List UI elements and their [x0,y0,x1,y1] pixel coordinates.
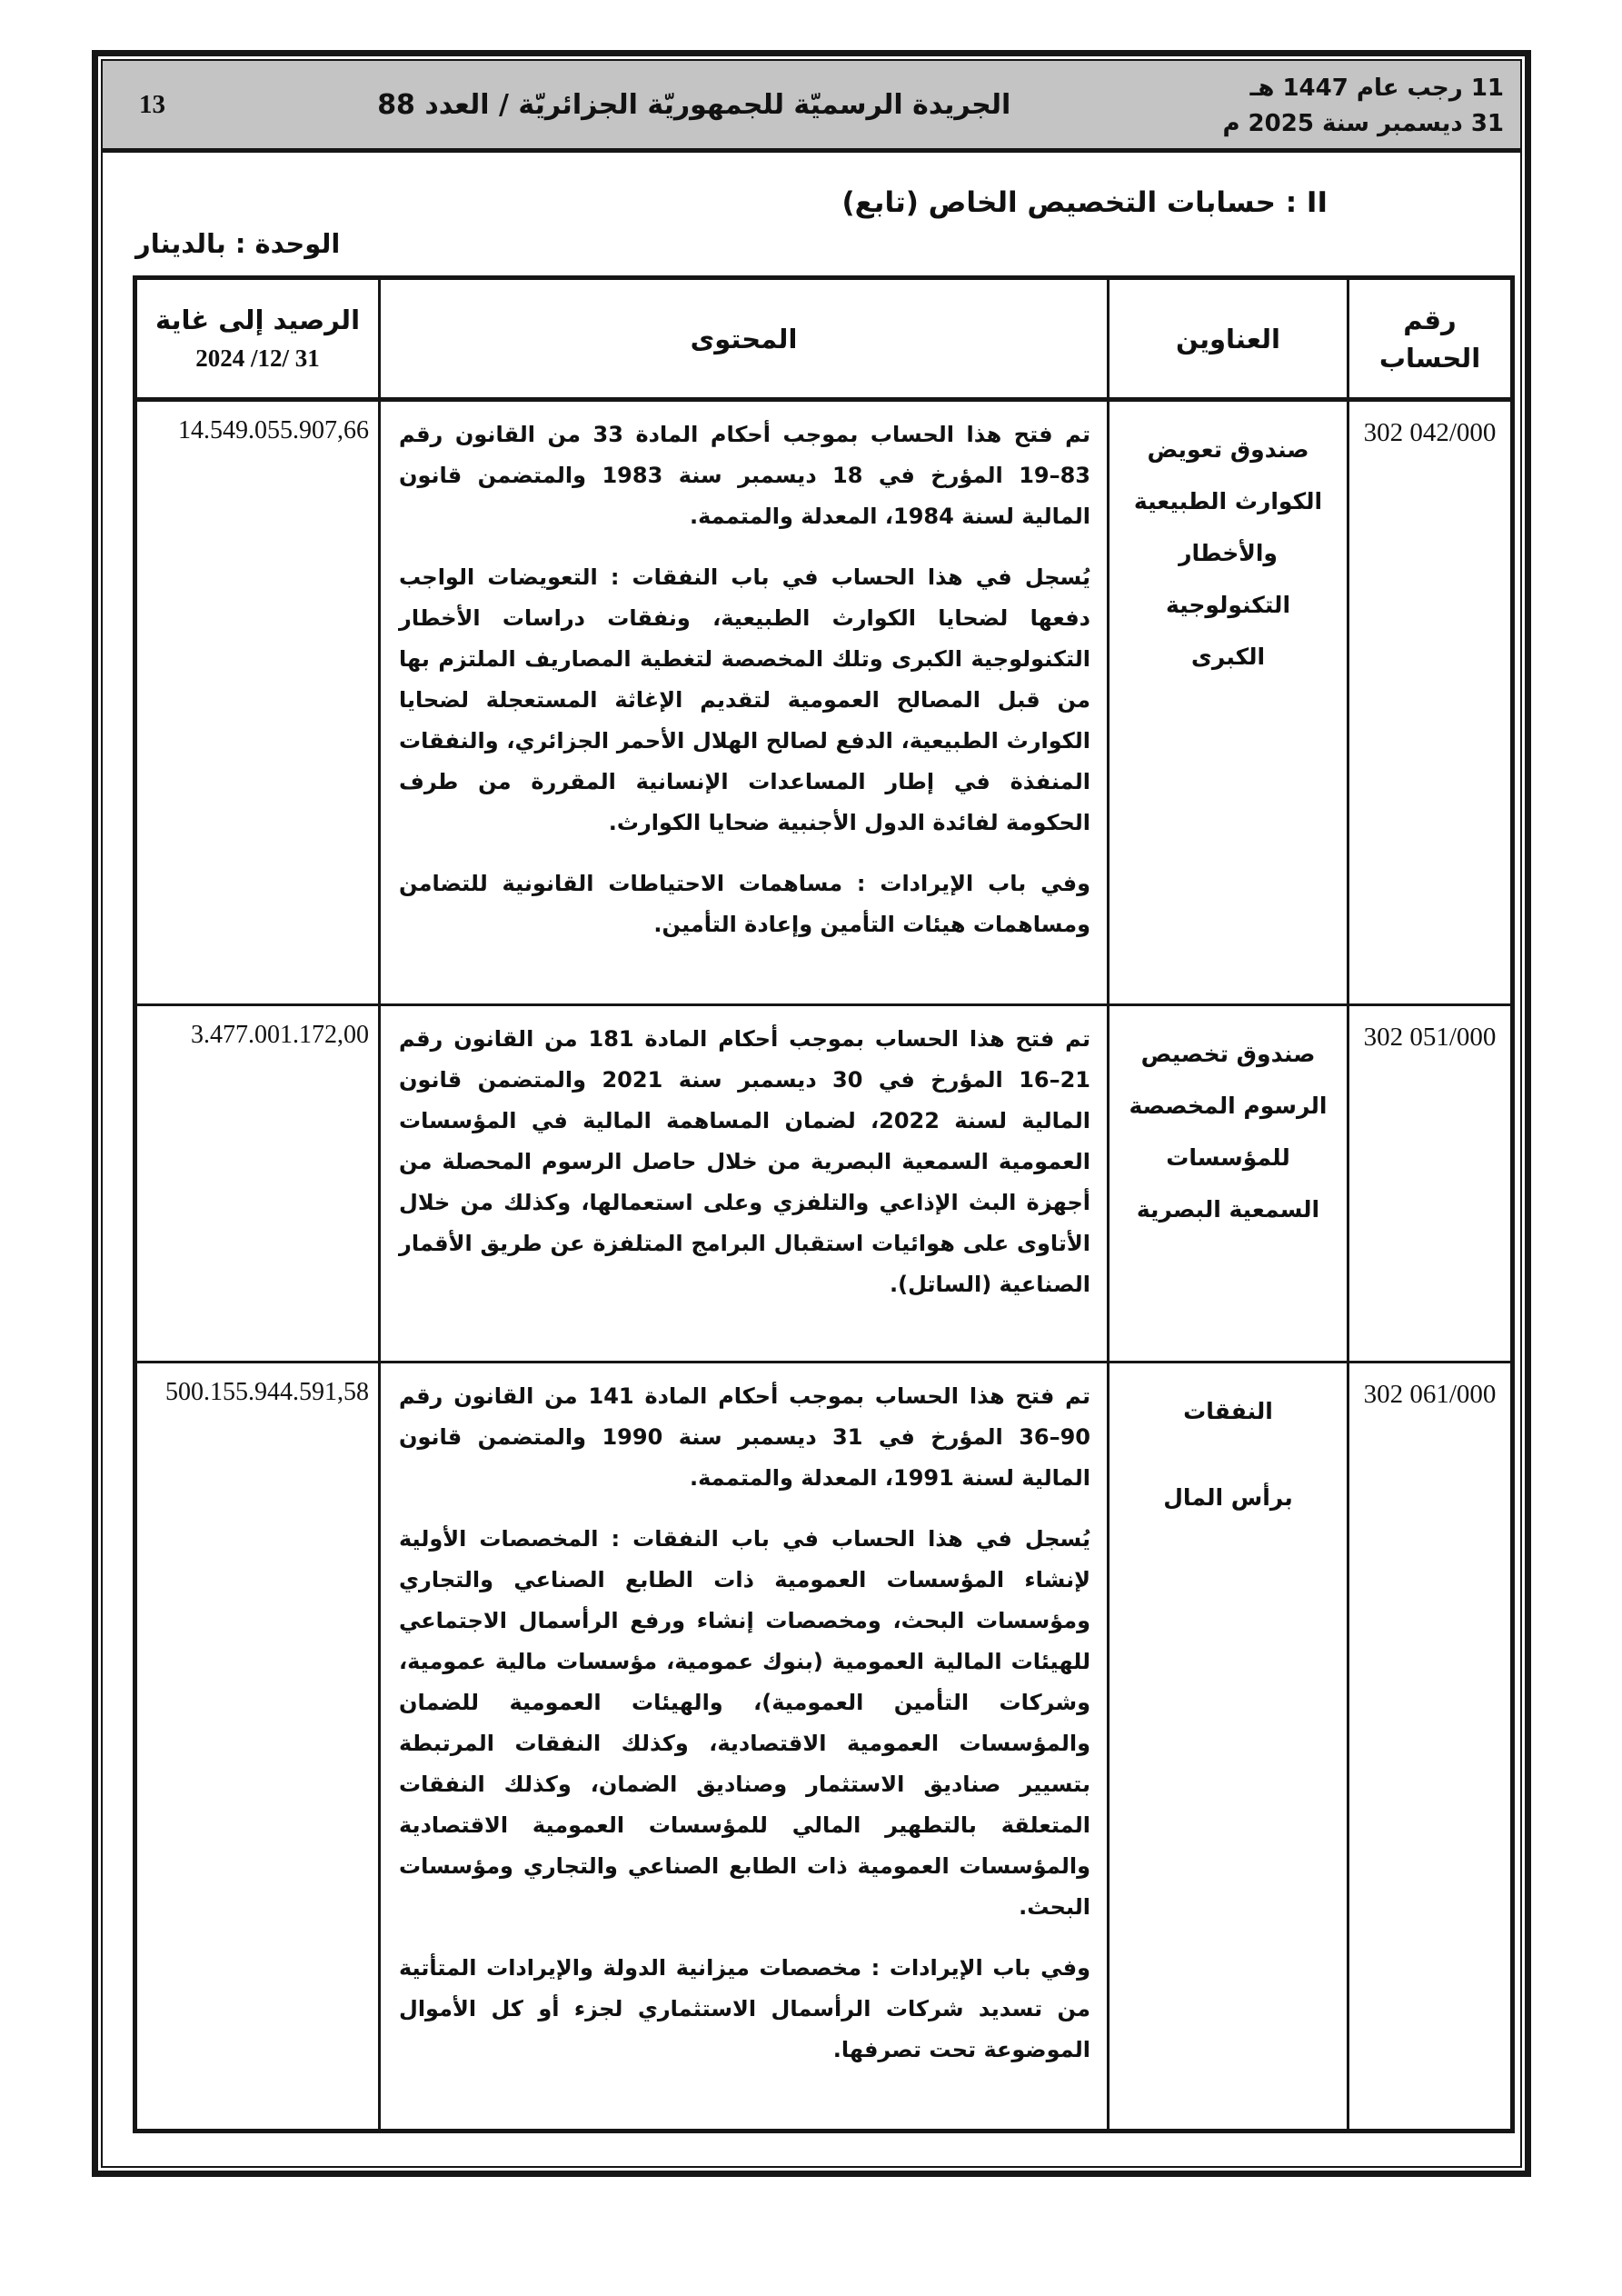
unit-label: الوحدة : بالدينار [135,228,341,259]
header-titles: العناوين [1109,278,1348,400]
header-balance [135,278,380,400]
account-number: 302 051/000 [1348,1005,1513,1363]
account-title: النفقات برأس المال [1109,1363,1348,2131]
masthead-dates [1222,67,1520,142]
page-frame [92,50,1531,2177]
table-header-row [135,278,1513,400]
balance-value: 14.549.055.907,66 [135,400,380,1005]
header-account-number: رقم الحساب [1348,278,1513,400]
page-frame-inner [101,59,1522,2168]
header-balance-label: الرصيد إلى غاية [154,304,361,335]
balance-value: 500.155.944.591,58 [135,1363,380,2131]
header-content: المحتوى [380,278,1109,400]
accounts-table [133,275,1515,2133]
masthead [103,61,1520,153]
table-row [135,1005,1513,1363]
account-title: صندوق تخصيص الرسوم المخصصة للمؤسسات السمعية البصرية [1109,1005,1348,1363]
balance-value: 3.477.001.172,00 [135,1005,380,1363]
account-number: 302 042/000 [1348,400,1513,1005]
account-title: صندوق تعويض الكوارث الطبيعية والأخطار التكنولوجية الكبرى [1109,400,1348,1005]
account-number: 302 061/000 [1348,1363,1513,2131]
gregorian-date: 31 ديسمبر سنة 2025 م [1222,110,1504,137]
account-description: تم فتح هذا الحساب بموجب أحكام المادة 141 من القانون رقم 90–36 المؤرخ في 31 ديسمبر سنة 1990 والمتضمن قانون المالية لسنة 1991، المعدلة والمتممة. يُسجل في هذا الحساب في باب النفقات : المخصصات الأولية لإنشاء المؤسسات العمومية ذات الطابع الصناعي والتجاري ومؤسسات البحث، ومخصصات إنشاء ورفع الرأسمال الاجتماعي للهيئات المالية العمومية (بنوك عمومية، مؤسسات مالية عمومية، وشركات التأمين العمومية)، والهيئات العمومية للضمان والمؤسسات العمومية الاقتصادية، وكذلك النفقات المرتبطة بتسيير صناديق الاستثمار وصناديق الضمان، وكذلك النفقات المتعلقة بالتطهير المالي للمؤسسات العمومية الاقتصادية والمؤسسات العمومية ذات الطابع الصناعي والتجاري ومؤسسات البحث. وفي باب الإيرادات : مخصصات ميزانية الدولة والإيرادات المتأتية من تسديد شركات الرأسمال الاستثماري لجزء أو كل الأموال الموضوعة تحت تصرفها. [380,1363,1109,2131]
header-balance-date: 31 /12/ 2024 [195,344,320,372]
account-description: تم فتح هذا الحساب بموجب أحكام المادة 33 من القانون رقم 83–19 المؤرخ في 18 ديسمبر سنة 1983 والمتضمن قانون المالية لسنة 1984، المعدلة والمتممة. يُسجل في هذا الحساب في باب النفقات : التعويضات الواجب دفعها لضحايا الكوارث الطبيعية، ونفقات دراسات الأخطار التكنولوجية الكبرى وتلك المخصصة لتغطية المصاريف الملتزم بها من قبل المصالح العمومية لتقديم الإغاثة المستعجلة لضحايا الكوارث الطبيعية، الدفع لصالح الهلال الأحمر الجزائري، والنفقات المنفذة في إطار المساعدات الإنسانية المقررة من طرف الحكومة لفائدة الدول الأجنبية ضحايا الكوارث. وفي باب الإيرادات : مساهمات الاحتياطات القانونية للتضامن ومساهمات هيئات التأمين وإعادة التأمين. [380,400,1109,1005]
hijri-date: 11 رجب عام 1447 هـ [1249,75,1504,102]
journal-title: الجريدة الرسميّة للجمهوريّة الجزائريّة / العدد 88 [377,88,1011,121]
table-row [135,400,1513,1005]
account-description: تم فتح هذا الحساب بموجب أحكام المادة 181 من القانون رقم 21–16 المؤرخ في 30 ديسمبر سنة 2021 والمتضمن قانون المالية لسنة 2022، لضمان المساهمة المالية في المؤسسات العمومية السمعية البصرية من خلال حاصل الرسوم المحصلة من أجهزة البث الإذاعي والتلفزي وعلى استعمالها، وكذلك من خلال الأتاوى على هوائيات استقبال البرامج المتلفزة عن طريق الأقمار الصناعية (الساتل). [380,1005,1109,1363]
page-number: 13 [139,89,165,119]
section-title: II : حسابات التخصيص الخاص (تابع) [841,186,1328,219]
table-row [135,1363,1513,2131]
